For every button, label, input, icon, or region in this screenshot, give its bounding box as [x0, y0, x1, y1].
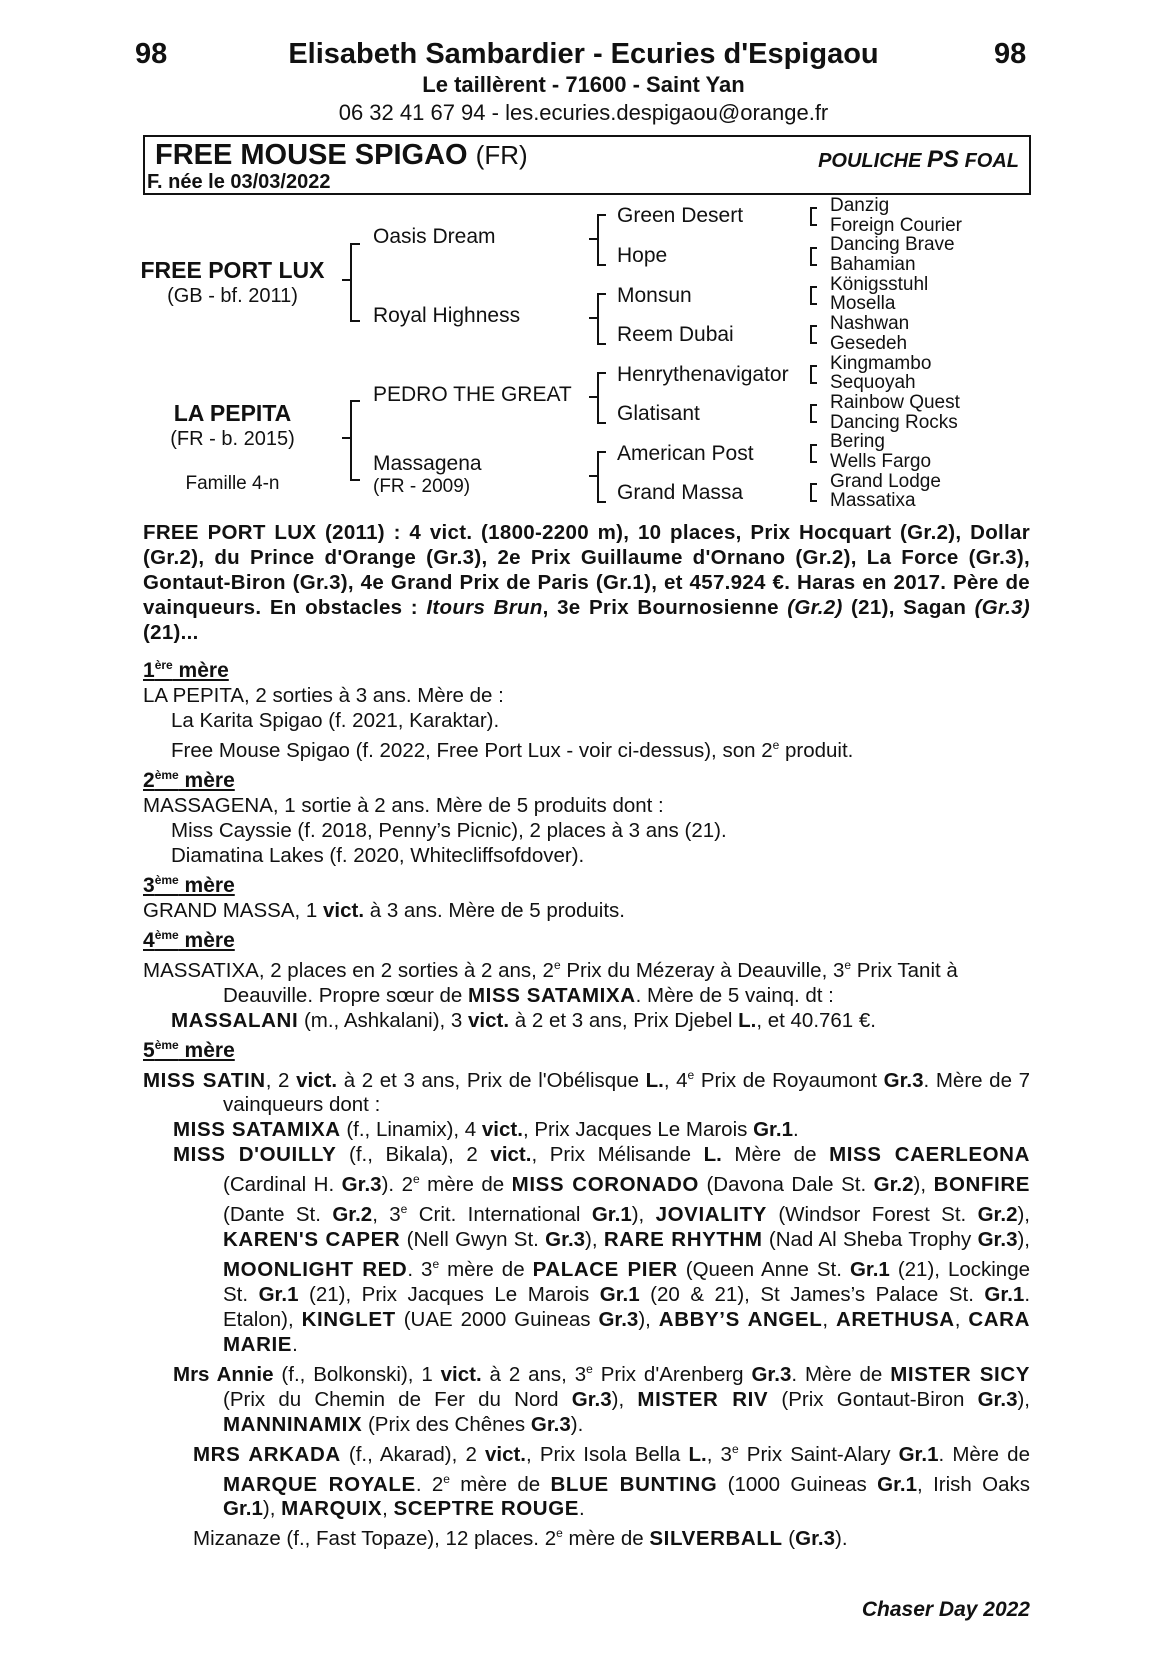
dam-3-text: GRAND MASSA, 1 vict. à 3 ans. Mère de 5 produits. — [143, 898, 625, 922]
dam-2-text: MASSAGENA, 1 sortie à 2 ans. Mère de 5 produits dont : — [143, 793, 664, 817]
consignor-contact: 06 32 41 67 94 - les.ecuries.despigaou@orange.fr — [338, 100, 829, 125]
gen4-4: Bahamian — [830, 254, 916, 275]
gen4-15: Grand Lodge — [830, 471, 941, 492]
lot-number-right: 98 — [994, 38, 1027, 70]
footer-event: Chaser Day 2022 — [861, 1598, 1030, 1621]
gen2-dam-dam-info: (FR - 2009) — [373, 476, 471, 497]
gen3-7: American Post — [617, 442, 754, 465]
dam-2-produce-2: Diamatina Lakes (f. 2020, Whitecliffsofdover). — [171, 843, 585, 867]
consignor-title: Elisabeth Sambardier - Ecuries d'Espigaou — [288, 38, 879, 70]
section-3eme-mere: 3ème mère — [143, 872, 235, 897]
horse-sex: POULICHE PS FOAL — [818, 146, 1019, 173]
pedigree — [0, 0, 1167, 540]
dam-1-produce-1: La Karita Spigao (f. 2021, Karaktar). — [171, 709, 500, 732]
gen2-dam-sire: PEDRO THE GREAT — [373, 383, 572, 406]
sire-summary: FREE PORT LUX (2011) : 4 vict. (1800-2200 m), 10 places, Prix Hocquart (Gr.2), Dollar (Gr.2), du Prince d'Orange (Gr.3), 2e Prix Guillaume d'Ornano (Gr.2), La Force (Gr.3), Gontaut-Biron (Gr.3), 4e Grand Prix de Paris (Gr.1), et 457.924 €. Haras en 2017. Père de vainqueurs. En obstacles : Itours Brun, 3e Prix Bournosienne (Gr.2) (21), Sagan (Gr.3) (21)... — [143, 521, 1030, 644]
gen3-4: Reem Dubai — [617, 323, 734, 346]
section-1ere-mere: 1ère mère — [143, 658, 229, 682]
consignor-address: Le taillèrent - 71600 - Saint Yan — [422, 72, 745, 97]
section-2eme-mere: 2ème mère — [143, 767, 235, 792]
gen3-6: Glatisant — [617, 402, 700, 425]
gen4-12: Dancing Rocks — [830, 412, 958, 433]
gen4-3: Dancing Brave — [830, 234, 955, 255]
dam-name: LA PEPITA — [173, 400, 292, 426]
dam-2-produce-1: Miss Cayssie (f. 2018, Penny’s Picnic), 2 places à 3 ans (21). — [171, 818, 727, 842]
horse-birthdate: F. née le 03/03/2022 — [147, 171, 331, 193]
sire-info: (GB - bf. 2011) — [167, 285, 298, 307]
gen3-3: Monsun — [617, 284, 692, 307]
gen4-6: Mosella — [830, 293, 896, 314]
dam-5-produce-2: MISS D'OUILLY (f., Bikala), 2 vict., Prix Mélisande L. Mère de MISS CAERLEONA (Cardinal H. Gr.3). 2e mère de MISS CORONADO (Davona Dale St. Gr.2), BONFIRE (Dante St. Gr.2, 3e Crit. International Gr.1), JOVIALITY (Windsor Forest St. Gr.2), KAREN'S CAPER (Nell Gwyn St. Gr.3), RARE RHYTHM (Nad Al Sheba Trophy Gr.3), MOONLIGHT RED. 3e mère de PALACE PIER (Queen Anne St. Gr.1 (21), Lockinge St. Gr.1 (21), Prix Jacques Le Marois Gr.1 (20 & 21), St James’s Palace St. Gr.1. Etalon), KINGLET (UAE 2000 Guineas Gr.3), ABBY’S ANGEL, ARETHUSA, CARA MARIE. — [173, 1143, 1031, 1356]
gen4-5: Königsstuhl — [830, 274, 929, 295]
gen2-sire-sire: Oasis Dream — [373, 225, 496, 248]
dam-info: (FR - b. 2015) — [170, 428, 295, 450]
gen3-2: Hope — [617, 244, 668, 267]
catalogue-text — [143, 520, 1030, 1551]
gen3-8: Grand Massa — [617, 481, 744, 504]
sire-name: FREE PORT LUX — [140, 257, 325, 283]
gen2-dam-dam: Massagena — [373, 452, 482, 475]
dam-5-produce-1: MISS SATAMIXA (f., Linamix), 4 vict., Prix Jacques Le Marois Gr.1. — [173, 1118, 799, 1142]
gen4-1: Danzig — [830, 195, 890, 216]
dam-4-text: MASSATIXA, 2 places en 2 sorties à 2 ans, 2e Prix du Mézeray à Deauville, 3e Prix Tanit à Deauville. Propre sœur de MISS SATAMIXA. Mère de 5 vainq. dt : — [143, 957, 958, 1007]
dam-family: Famille 4-n — [185, 473, 280, 494]
gen4-14: Wells Fargo — [830, 451, 932, 472]
dam-1-produce-2: Free Mouse Spigao (f. 2022, Free Port Lux - voir ci-dessus), son 2e produit. — [171, 738, 854, 762]
gen3-1: Green Desert — [617, 204, 744, 227]
dam-4-produce-1: MASSALANI (m., Ashkalani), 3 vict. à 2 et 3 ans, Prix Djebel L., et 40.761 €. — [171, 1008, 877, 1032]
dam-1-text: LA PEPITA, 2 sorties à 3 ans. Mère de : — [143, 684, 504, 707]
dam-5-text: MISS SATIN, 2 vict. à 2 et 3 ans, Prix de l'Obélisque L., 4e Prix de Royaumont Gr.3. Mère de 7 vainqueurs dont : — [143, 1067, 1030, 1117]
gen4-8: Gesedeh — [830, 333, 908, 354]
lot-number-left: 98 — [135, 38, 168, 70]
gen4-9: Kingmambo — [830, 353, 932, 374]
section-5eme-mere: 5ème mère — [143, 1037, 235, 1062]
horse-name: FREE MOUSE SPIGAO (FR) — [155, 139, 528, 171]
gen4-16: Massatixa — [830, 490, 916, 511]
gen4-11: Rainbow Quest — [830, 392, 960, 413]
gen4-7: Nashwan — [830, 313, 910, 334]
gen4-2: Foreign Courier — [830, 215, 962, 236]
section-4eme-mere: 4ème mère — [143, 927, 235, 952]
gen4-10: Sequoyah — [830, 372, 916, 393]
gen2-sire-dam: Royal Highness — [373, 304, 521, 327]
gen4-13: Bering — [830, 431, 885, 452]
dam-5-produce-3: Mrs Annie (f., Bolkonski), 1 vict. à 2 ans, 3e Prix d'Arenberg Gr.3. Mère de MISTER SICY (Prix du Chemin de Fer du Nord Gr.3), MISTER RIV (Prix Gontaut-Biron Gr.3), MANNINAMIX (Prix des Chênes Gr.3). — [173, 1361, 1030, 1436]
gen3-5: Henrythenavigator — [617, 363, 789, 386]
dam-5-produce-4: MRS ARKADA (f., Akarad), 2 vict., Prix Isola Bella L., 3e Prix Saint-Alary Gr.1. Mère de MARQUE ROYALE. 2e mère de BLUE BUNTING (1000 Guineas Gr.1, Irish Oaks Gr.1), MARQUIX, SCEPTRE ROUGE. — [193, 1441, 1030, 1521]
dam-5-produce-5: Mizanaze (f., Fast Topaze), 12 places. 2e mère de SILVERBALL (Gr.3). — [193, 1526, 848, 1551]
